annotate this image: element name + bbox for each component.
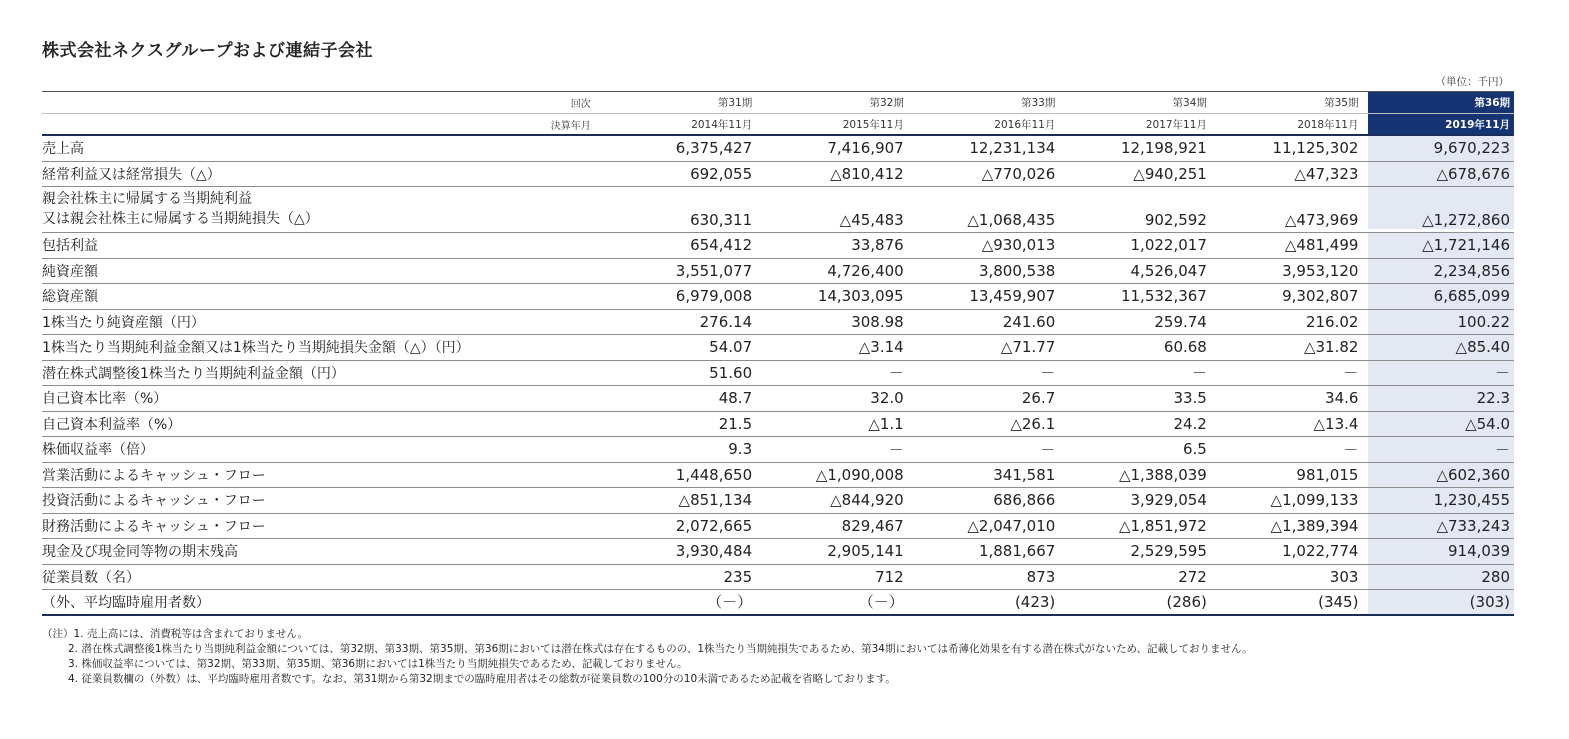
value-cell: △1,068,435 [967, 211, 1056, 229]
value-cell: 235 [723, 567, 753, 586]
value-cell: 3,929,054 [1130, 491, 1207, 510]
table-row [42, 284, 1514, 310]
value-cell: 272 [1178, 567, 1207, 586]
value-cell-latest: △85.40 [1368, 335, 1514, 360]
value-cell: △1,389,394 [1270, 516, 1359, 535]
date-header: 2018年11月 [1297, 118, 1359, 131]
value-cell: 4,526,047 [1130, 261, 1207, 280]
value-cell: 630,311 [690, 211, 753, 229]
period-header: 第33期 [1021, 97, 1056, 109]
value-cell-latest: △678,676 [1368, 162, 1514, 187]
value-cell: △3.14 [858, 338, 904, 357]
value-cell: 1,022,774 [1282, 542, 1359, 561]
value-cell-latest: 9,670,223 [1368, 136, 1514, 161]
row-label: 株価収益率（倍） [42, 442, 154, 459]
table-row [42, 335, 1514, 361]
value-cell: △940,251 [1133, 164, 1207, 183]
value-cell: △47,323 [1294, 164, 1359, 183]
value-cell: △13.4 [1313, 414, 1359, 433]
table-row [42, 539, 1514, 565]
value-cell: △1,851,972 [1118, 516, 1207, 535]
value-cell: 981,015 [1296, 465, 1359, 484]
value-cell: 216.02 [1305, 312, 1359, 331]
unit-label: （単位：千円） [1435, 76, 1509, 88]
table-row [42, 463, 1514, 489]
table-row [42, 187, 1514, 233]
value-cell: 51.60 [709, 363, 753, 382]
value-cell: △2,047,010 [967, 516, 1056, 535]
value-cell: 60.68 [1163, 338, 1207, 357]
value-cell: 2,905,141 [827, 542, 904, 561]
footnote: 3. 株価収益率については、第32期、第33期、第35期、第36期においては1株当たり当期純損失であるため、記載しておりません。 [68, 658, 688, 670]
value-cell: － [888, 440, 904, 459]
value-cell: 2,072,665 [675, 516, 753, 535]
value-cell-latest: － [1368, 437, 1514, 462]
period-header: 第32期 [869, 97, 904, 109]
table-row [42, 437, 1514, 463]
value-cell: 24.2 [1173, 414, 1207, 433]
footnote: 2. 潜在株式調整後1株当たり当期純利益金額については、第32期、第33期、第35期、第36期においては潜在株式は存在するものの、1株当たり当期純損失であるため、第34期においては希薄化効果を有する潜在株式がないため、記載しておりません。 [68, 643, 1253, 655]
value-cell: 3,551,077 [675, 261, 753, 280]
period-header: 第35期 [1324, 97, 1359, 109]
value-cell-latest: △54.0 [1368, 412, 1514, 437]
row-label: 現金及び現金同等物の期末残高 [42, 544, 238, 561]
value-cell: 712 [875, 567, 904, 586]
table-row [42, 136, 1514, 162]
value-cell-latest: △733,243 [1368, 514, 1514, 539]
date-header: 2014年11月 [691, 118, 753, 131]
value-cell: 341,581 [993, 465, 1056, 484]
value-cell: △26.1 [1010, 414, 1056, 433]
value-cell: △770,026 [981, 164, 1056, 183]
row-label: 自己資本比率（%） [42, 391, 168, 408]
value-cell: 33,876 [851, 236, 904, 255]
value-cell: 6,979,008 [675, 287, 753, 306]
value-cell: 873 [1026, 567, 1056, 586]
period-header: 第31期 [717, 97, 753, 109]
value-cell: 1,448,650 [675, 465, 753, 484]
value-cell: △45,483 [839, 211, 904, 229]
table-row [42, 361, 1514, 387]
value-cell: △930,013 [981, 236, 1056, 255]
value-cell-latest: 280 [1368, 565, 1514, 590]
value-cell-latest: － [1368, 361, 1514, 386]
row-label: 財務活動によるキャッシュ・フロー [42, 518, 266, 535]
table-body [42, 136, 1514, 616]
value-cell-latest: 100.22 [1368, 310, 1514, 335]
value-cell: － [888, 364, 904, 383]
value-cell: △844,920 [830, 491, 904, 510]
value-cell: 12,198,921 [1120, 139, 1207, 158]
row-label: 総資産額 [42, 289, 98, 306]
value-cell: 7,416,907 [827, 139, 904, 158]
value-cell: 48.7 [718, 389, 753, 408]
value-cell: 692,055 [690, 164, 753, 183]
row-label [42, 189, 605, 229]
page-title: 株式会社ネクスグループおよび連結子会社 [42, 41, 373, 61]
table-row [42, 162, 1514, 188]
header-row-dates [42, 114, 1514, 136]
row-label: 包括利益 [42, 238, 98, 255]
row-label-line: 又は親会社株主に帰属する当期純損失（△） [42, 211, 319, 227]
value-cell: 54.07 [709, 338, 753, 357]
value-cell-latest: 2,234,856 [1368, 259, 1514, 284]
value-cell: 4,726,400 [827, 261, 904, 280]
table-row [42, 259, 1514, 285]
value-cell: 11,532,367 [1120, 287, 1207, 306]
value-cell: 13,459,907 [969, 287, 1056, 306]
table-row [42, 412, 1514, 438]
value-cell: 303 [1329, 567, 1359, 586]
value-cell: 33.5 [1173, 389, 1207, 408]
value-cell: － [1040, 364, 1056, 383]
row-label: 投資活動によるキャッシュ・フロー [42, 493, 266, 510]
value-cell: △481,499 [1284, 236, 1359, 255]
row-label: 1株当たり当期純利益金額又は1株当たり当期純損失金額（△）（円） [42, 340, 470, 357]
value-cell: 3,953,120 [1282, 261, 1359, 280]
value-cell: △1.1 [868, 414, 904, 433]
value-cell: 12,231,134 [969, 139, 1056, 158]
value-cell: 34.6 [1325, 389, 1359, 408]
value-cell: 829,467 [841, 516, 904, 535]
value-cell: 654,412 [690, 236, 753, 255]
value-cell: 1,022,017 [1130, 236, 1207, 255]
row-label: 経常利益又は経常損失（△） [42, 166, 221, 183]
value-cell: 2,529,595 [1130, 542, 1207, 561]
value-cell: △31.82 [1303, 338, 1359, 357]
table-row [42, 386, 1514, 412]
row-label: 1株当たり純資産額（円） [42, 314, 205, 331]
value-cell: 308.98 [851, 312, 904, 331]
value-cell-latest: 22.3 [1368, 386, 1514, 411]
value-cell-latest: △602,360 [1368, 463, 1514, 488]
table-row [42, 514, 1514, 540]
row-label: （外、平均臨時雇用者数） [42, 594, 210, 611]
row-label: 売上高 [42, 141, 84, 158]
value-cell: 6.5 [1183, 440, 1207, 459]
date-header: 2017年11月 [1145, 118, 1207, 131]
value-cell: 902,592 [1144, 211, 1207, 229]
value-cell: 259.74 [1154, 312, 1207, 331]
value-cell: 276.14 [699, 312, 753, 331]
value-cell: △1,099,133 [1270, 491, 1359, 510]
value-cell: △473,969 [1284, 211, 1359, 229]
value-cell: － [1343, 364, 1359, 383]
value-cell: 9,302,807 [1282, 287, 1359, 306]
period-header-latest: 第36期 [1368, 92, 1514, 113]
value-cell: － [1191, 364, 1207, 383]
value-cell: △71.77 [1000, 338, 1056, 357]
value-cell: 14,303,095 [817, 287, 904, 306]
row-label: 自己資本利益率（%） [42, 416, 182, 433]
date-header-latest: 2019年11月 [1368, 114, 1514, 134]
footnotes [42, 627, 1253, 687]
value-cell: － [1040, 440, 1056, 459]
period-header-label: 回次 [570, 99, 591, 110]
footnote: 4. 従業員数欄の（外数）は、平均臨時雇用者数です。なお、第31期から第32期までの臨時雇用者はその総数が従業員数の100分の10未満であるため記載を省略しております。 [68, 673, 896, 685]
value-cell: 26.7 [1021, 389, 1056, 408]
value-cell: (345) [1318, 592, 1359, 611]
value-cell: 21.5 [718, 414, 753, 433]
value-cell: △810,412 [830, 164, 904, 183]
value-cell: 1,881,667 [978, 542, 1056, 561]
table-row [42, 310, 1514, 336]
value-cell: 6,375,427 [675, 139, 753, 158]
header-row-periods [42, 92, 1514, 114]
value-cell-latest: △1,272,860 [1368, 187, 1514, 229]
row-label: 営業活動によるキャッシュ・フロー [42, 467, 266, 484]
value-cell-latest: (303) [1368, 590, 1514, 614]
value-cell: 241.60 [1002, 312, 1056, 331]
value-cell-latest: 1,230,455 [1368, 488, 1514, 513]
value-cell-latest: 6,685,099 [1368, 284, 1514, 309]
value-cell: 686,866 [993, 491, 1056, 510]
value-cell: 11,125,302 [1272, 139, 1359, 158]
value-cell: △1,388,039 [1118, 465, 1207, 484]
value-cell: （－） [707, 593, 753, 612]
row-label: 従業員数（名） [42, 569, 140, 586]
value-cell: 9.3 [728, 440, 753, 459]
period-header: 第34期 [1172, 97, 1207, 109]
date-header: 2016年11月 [994, 118, 1056, 131]
row-label-line: 親会社株主に帰属する当期純利益 [42, 191, 252, 207]
table-row [42, 233, 1514, 259]
table-row [42, 488, 1514, 514]
value-cell: （－） [858, 593, 904, 612]
value-cell-latest: △1,721,146 [1368, 233, 1514, 258]
value-cell-latest: 914,039 [1368, 539, 1514, 564]
value-cell: 3,800,538 [978, 261, 1056, 280]
financial-table [42, 92, 1514, 616]
value-cell: △1,090,008 [815, 465, 904, 484]
value-cell: (286) [1166, 592, 1207, 611]
value-cell: － [1343, 440, 1359, 459]
table-row [42, 590, 1514, 616]
row-label: 純資産額 [42, 263, 98, 280]
date-header: 2015年11月 [842, 118, 904, 131]
value-cell: 32.0 [870, 389, 904, 408]
table-row [42, 565, 1514, 591]
value-cell: (423) [1014, 592, 1056, 611]
row-label: 潜在株式調整後1株当たり当期純利益金額（円） [42, 365, 345, 382]
footnote: （注）1. 売上高には、消費税等は含まれておりません。 [42, 628, 308, 640]
value-cell: △851,134 [678, 491, 753, 510]
date-header-label: 決算年月 [550, 120, 591, 132]
value-cell: 3,930,484 [675, 542, 753, 561]
